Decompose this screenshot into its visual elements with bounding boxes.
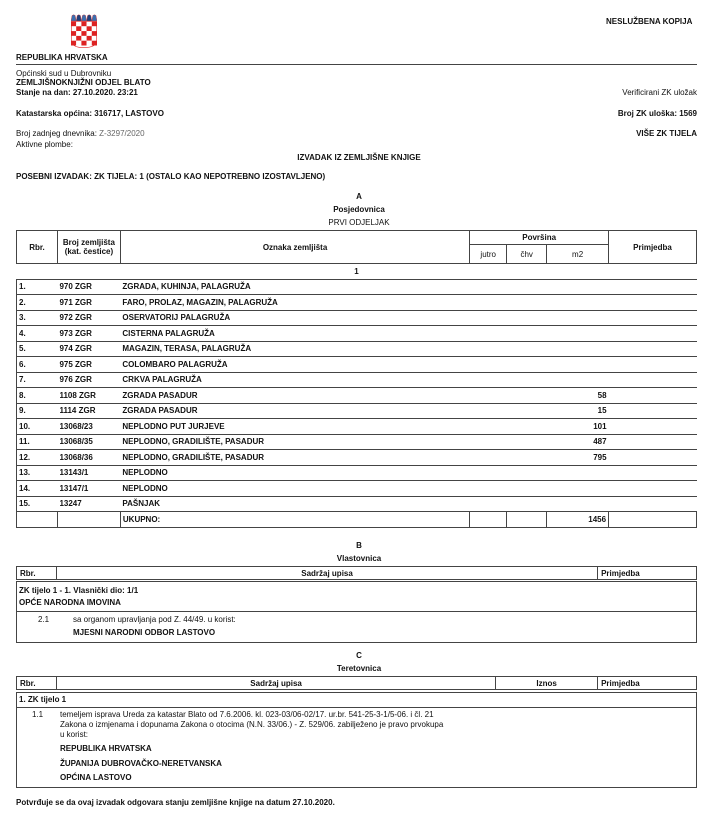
land-description: OSERVATORIJ PALAGRUŽA [120, 310, 469, 326]
m2-value [547, 310, 609, 326]
land-description: NEPLODNO PUT JURJEVE [120, 419, 469, 435]
state-date: Stanje na dan: 27.10.2020. 23:21 [16, 88, 138, 97]
table-row [17, 372, 697, 388]
jutro-value [470, 326, 507, 342]
note-value [609, 295, 697, 311]
land-description: ZGRADA PASADUR [120, 403, 469, 419]
ownership-item-text: sa organom upravljanja pod Z. 44/49. u korist: [73, 615, 236, 624]
table-row [17, 419, 697, 435]
col-jutro: jutro [470, 245, 507, 264]
last-diary-value: Z-3297/2020 [99, 129, 145, 138]
owner-name: OPĆE NARODNA IMOVINA [19, 598, 121, 607]
chv-value [507, 465, 547, 481]
row-number: 7. [17, 372, 58, 388]
c-col-note: Primjedba [598, 677, 697, 690]
row-number: 8. [17, 388, 58, 404]
last-diary [16, 129, 145, 138]
chv-value [507, 357, 547, 373]
total-label: UKUPNO: [120, 512, 469, 528]
m2-value: 795 [547, 450, 609, 466]
cadastral-municipality: Katastarska općina: 316717, LASTOVO [16, 109, 164, 118]
note-value [609, 496, 697, 512]
table-row [17, 434, 697, 450]
jutro-value [470, 403, 507, 419]
note-value [609, 310, 697, 326]
chv-value [507, 341, 547, 357]
note-value [609, 279, 697, 295]
m2-value [547, 465, 609, 481]
jutro-value [470, 481, 507, 497]
encumbrance-party-2: ŽUPANIJA DUBROVAČKO-NERETVANSKA [60, 759, 222, 768]
row-number: 11. [17, 434, 58, 450]
table-row [17, 450, 697, 466]
chv-value [507, 481, 547, 497]
section-a-letter: A [356, 192, 362, 201]
table-row [17, 310, 697, 326]
m2-value: 101 [547, 419, 609, 435]
row-number: 9. [17, 403, 58, 419]
row-number: 4. [17, 326, 58, 342]
chv-value [507, 496, 547, 512]
plot-number: 13068/36 [57, 450, 120, 466]
col-chv: čhv [507, 245, 547, 264]
row-number: 10. [17, 419, 58, 435]
plot-number: 971 ZGR [57, 295, 120, 311]
land-description: PAŠNJAK [120, 496, 469, 512]
encumbrance-body-line: 1. ZK tijelo 1 [19, 695, 67, 704]
row-number: 2. [17, 295, 58, 311]
chv-value [507, 450, 547, 466]
chv-value [507, 295, 547, 311]
m2-value [547, 496, 609, 512]
land-description: NEPLODNO, GRADILIŠTE, PASADUR [120, 450, 469, 466]
land-description: CRKVA PALAGRUŽA [120, 372, 469, 388]
row-number: 1. [17, 279, 58, 295]
row-number: 15. [17, 496, 58, 512]
m2-value [547, 295, 609, 311]
plot-number: 1114 ZGR [57, 403, 120, 419]
c-col-amount: Iznos [496, 677, 598, 690]
ownership-item-box [16, 611, 697, 643]
entry-number: Broj ZK uloška: 1569 [617, 109, 697, 118]
note-value [609, 434, 697, 450]
active-seals: Aktivne plombe: [16, 140, 73, 149]
encumbrance-party-1: REPUBLIKA HRVATSKA [60, 744, 152, 753]
b-col-content: Sadržaj upisa [56, 567, 597, 580]
section-b-letter: B [356, 541, 362, 550]
total-m2: 1456 [547, 512, 609, 528]
jutro-value [470, 341, 507, 357]
col-plot-number-line1: Broj zemljišta [62, 238, 115, 247]
m2-value [547, 372, 609, 388]
ownership-body-line: ZK tijelo 1 - 1. Vlasnički dio: 1/1 [19, 586, 139, 595]
note-value [609, 481, 697, 497]
c-col-rbr: Rbr. [17, 677, 57, 690]
encumbrance-item-line3: u korist: [60, 730, 89, 739]
total-empty-2 [57, 512, 120, 528]
confirmation-text: Potvrđuje se da ovaj izvadak odgovara stanju zemljišne knjige na datum 27.10.2020. [16, 798, 335, 807]
encumbrance-body-box [16, 692, 697, 708]
ownership-body-box [16, 581, 697, 612]
plot-number: 974 ZGR [57, 341, 120, 357]
possession-table [16, 230, 697, 528]
note-value [609, 388, 697, 404]
plot-number: 975 ZGR [57, 357, 120, 373]
jutro-value [470, 465, 507, 481]
row-number: 12. [17, 450, 58, 466]
jutro-value [470, 357, 507, 373]
note-value [609, 341, 697, 357]
col-plot-number [57, 231, 120, 264]
note-value [609, 450, 697, 466]
table-row [17, 481, 697, 497]
c-col-content: Sadržaj upisa [56, 677, 495, 690]
encumbrance-item-line1: temeljem isprava Ureda za katastar Blato od 7.6.2006. kl. 023-03/06-02/17. ur.br. 541-25-3-1/5-06. i čl. 21 [60, 710, 434, 719]
plot-number: 13068/23 [57, 419, 120, 435]
table-row [17, 295, 697, 311]
plot-number: 13147/1 [57, 481, 120, 497]
table-row [17, 279, 697, 295]
chv-value [507, 310, 547, 326]
plot-number: 970 ZGR [57, 279, 120, 295]
encumbrance-header [16, 676, 697, 690]
last-diary-label: Broj zadnjeg dnevnika: [16, 129, 100, 138]
m2-value [547, 279, 609, 295]
m2-value [547, 341, 609, 357]
document-title: IZVADAK IZ ZEMLJIŠNE KNJIGE [297, 153, 421, 162]
chv-value [507, 388, 547, 404]
note-value [609, 326, 697, 342]
multi-body-label: VIŠE ZK TIJELA [636, 129, 697, 138]
jutro-value [470, 372, 507, 388]
coat-of-arms-icon [71, 14, 97, 48]
b-col-note: Primjedba [598, 567, 697, 580]
section-b-title: Vlastovnica [336, 554, 382, 563]
verified-label: Verificirani ZK uložak [622, 88, 697, 97]
land-description: MAGAZIN, TERASA, PALAGRUŽA [120, 341, 469, 357]
table-row [17, 326, 697, 342]
plot-number: 13143/1 [57, 465, 120, 481]
table-row [17, 357, 697, 373]
note-value [609, 403, 697, 419]
table-row [17, 341, 697, 357]
ownership-item-party: MJESNI NARODNI ODBOR LASTOVO [73, 628, 216, 637]
note-value [609, 357, 697, 373]
group-number: 1 [17, 264, 697, 280]
plot-number: 13247 [57, 496, 120, 512]
plot-number: 976 ZGR [57, 372, 120, 388]
department-name: ZEMLJIŠNOKNJIŽNI ODJEL BLATO [16, 78, 151, 87]
plot-number: 972 ZGR [57, 310, 120, 326]
land-description: ZGRADA, KUHINJA, PALAGRUŽA [120, 279, 469, 295]
m2-value: 487 [547, 434, 609, 450]
plot-number: 973 ZGR [57, 326, 120, 342]
note-value [609, 465, 697, 481]
col-m2: m2 [547, 245, 609, 264]
row-number: 13. [17, 465, 58, 481]
jutro-value [470, 388, 507, 404]
section-a-subtitle: PRVI ODJELJAK [328, 218, 390, 227]
land-description: ZGRADA PASADUR [120, 388, 469, 404]
table-row [17, 388, 697, 404]
jutro-value [470, 310, 507, 326]
col-rbr: Rbr. [17, 231, 58, 264]
col-area: Površina [470, 231, 609, 245]
ownership-item-number: 2.1 [38, 615, 50, 624]
section-a-title: Posjedovnica [333, 205, 385, 214]
plot-number: 13068/35 [57, 434, 120, 450]
land-description: CISTERNA PALAGRUŽA [120, 326, 469, 342]
row-number: 14. [17, 481, 58, 497]
jutro-value [470, 496, 507, 512]
jutro-value [470, 450, 507, 466]
col-land-mark: Oznaka zemljišta [120, 231, 469, 264]
jutro-value [470, 419, 507, 435]
m2-value [547, 357, 609, 373]
row-number: 6. [17, 357, 58, 373]
plot-number: 1108 ZGR [57, 388, 120, 404]
m2-value [547, 481, 609, 497]
total-note [609, 512, 697, 528]
chv-value [507, 403, 547, 419]
jutro-value [470, 434, 507, 450]
b-col-rbr: Rbr. [17, 567, 57, 580]
row-number: 3. [17, 310, 58, 326]
encumbrance-item-box [16, 707, 697, 788]
court-name: Općinski sud u Dubrovniku [16, 69, 112, 78]
chv-value [507, 372, 547, 388]
chv-value [507, 279, 547, 295]
chv-value [507, 434, 547, 450]
land-description: COLOMBARO PALAGRUŽA [120, 357, 469, 373]
land-description: NEPLODNO [120, 481, 469, 497]
row-number: 5. [17, 341, 58, 357]
m2-value [547, 326, 609, 342]
total-empty-1 [17, 512, 58, 528]
chv-value [507, 419, 547, 435]
total-chv [507, 512, 547, 528]
col-plot-number-line2: (kat. čestice) [64, 247, 114, 256]
ownership-header [16, 566, 697, 580]
total-row [17, 512, 697, 528]
land-description: NEPLODNO, GRADILIŠTE, PASADUR [120, 434, 469, 450]
unofficial-copy-stamp: NESLUŽBENA KOPIJA [606, 17, 693, 26]
chv-value [507, 326, 547, 342]
encumbrance-item-number: 1.1 [32, 710, 44, 719]
special-excerpt: POSEBNI IZVADAK: ZK TIJELA: 1 (OSTALO KAO NEPOTREBNO IZOSTAVLJENO) [16, 172, 326, 181]
jutro-value [470, 279, 507, 295]
encumbrance-item-line2: Zakona o izmjenama i dopunama Zakona o otocima (N.N. 33/06.) - Z. 529/06. zabilježeno je pravo prvokupa [60, 720, 444, 729]
header-divider [16, 64, 697, 65]
table-row [17, 465, 697, 481]
jutro-value [470, 295, 507, 311]
total-jutro [470, 512, 507, 528]
land-description: FARO, PROLAZ, MAGAZIN, PALAGRUŽA [120, 295, 469, 311]
encumbrance-party-3: OPĆINA LASTOVO [60, 773, 132, 782]
table-row [17, 403, 697, 419]
land-description: NEPLODNO [120, 465, 469, 481]
note-value [609, 419, 697, 435]
m2-value: 15 [547, 403, 609, 419]
col-note: Primjedba [609, 231, 697, 264]
country-name: REPUBLIKA HRVATSKA [16, 53, 108, 62]
note-value [609, 372, 697, 388]
section-c-title: Teretovnica [336, 664, 382, 673]
m2-value: 58 [547, 388, 609, 404]
section-c-letter: C [356, 651, 362, 660]
table-row [17, 496, 697, 512]
